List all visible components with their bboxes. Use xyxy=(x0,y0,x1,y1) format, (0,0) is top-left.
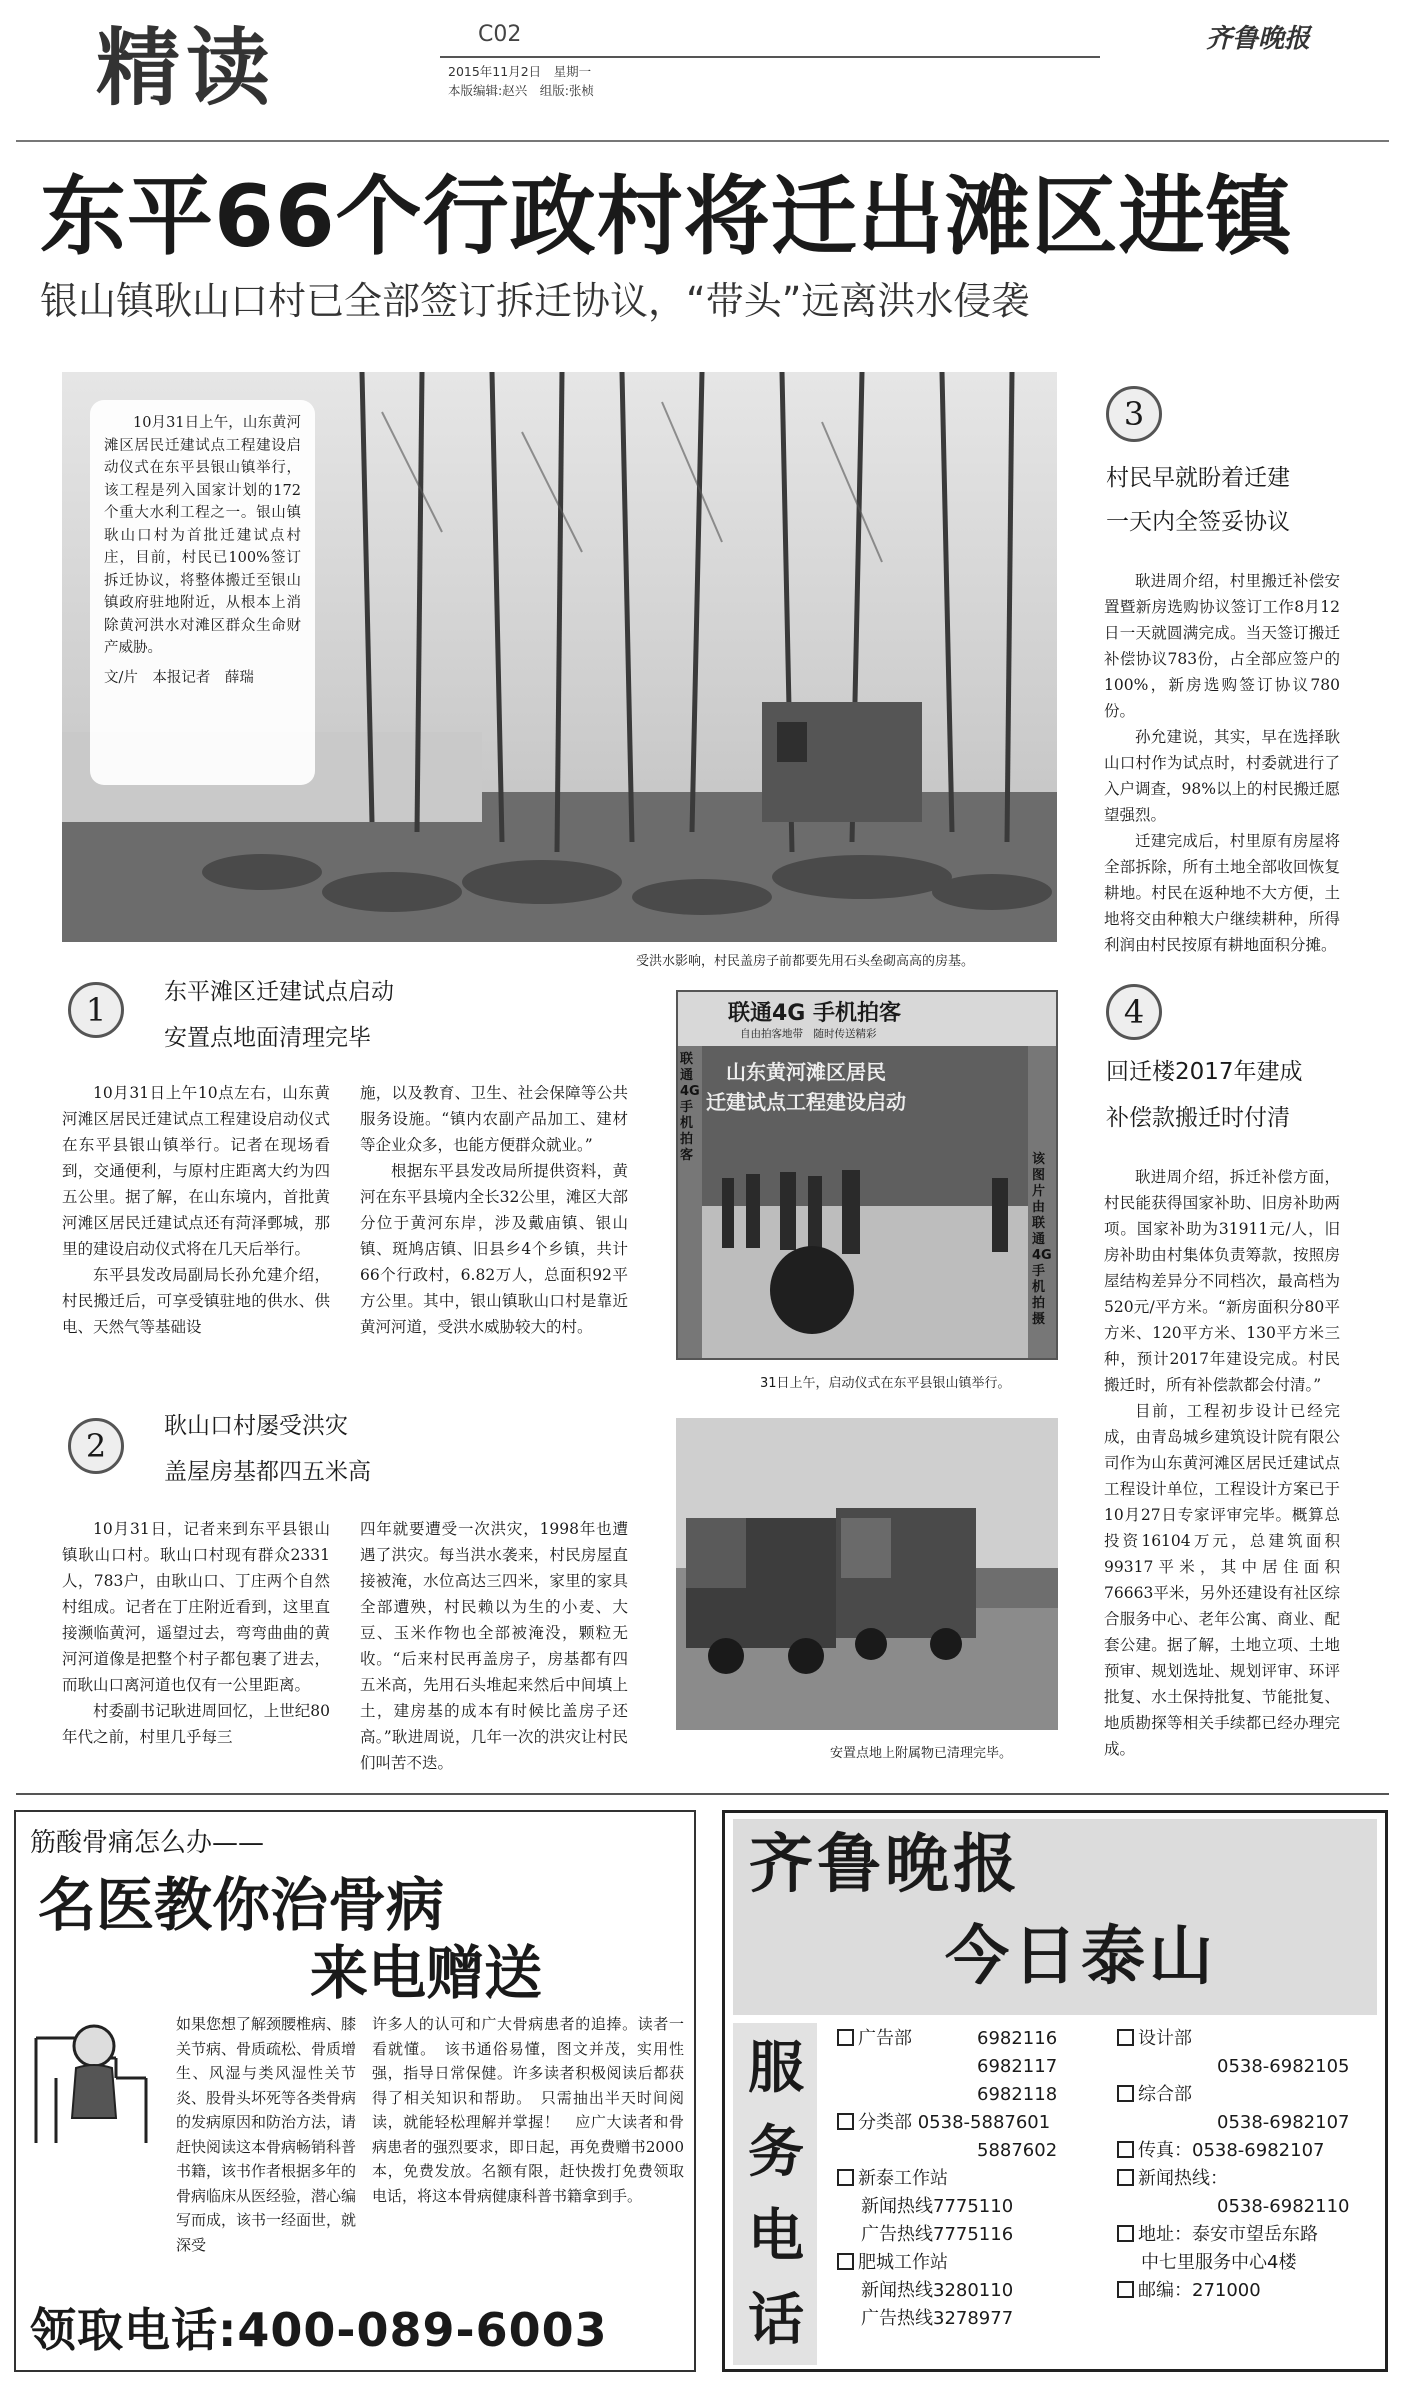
lead-byline: 文/片 本报记者 薛瑞 xyxy=(104,669,254,686)
svc-class-label: 分类部 xyxy=(858,2112,912,2133)
svc-feicheng xyxy=(837,2249,1097,2277)
section-4-number: 4 xyxy=(1106,984,1162,1040)
section-4-title-2: 补偿款搬迁时付清 xyxy=(1106,1105,1290,1131)
svc-feicheng-v2: 广告热线3278977 xyxy=(861,2308,1014,2329)
ceremony-image-area xyxy=(702,1046,1028,1358)
checkbox-icon xyxy=(1117,2169,1134,2186)
checkbox-icon xyxy=(1117,2225,1134,2242)
checkbox-icon xyxy=(1117,2029,1134,2046)
section-1-col1-p1: 10月31日上午10点左右，山东黄河滩区居民迁建试点工程建设启动仪式在东平县银山镇举行。记者在现场看到，交通便利，与原村庄距离大约为四五公里。据了解，在山东境内，首批黄河滩区居民迁建试点还有菏泽鄄城，那里的建设启动仪式将在几天后举行。 xyxy=(62,1084,330,1258)
section-4-title-1: 回迁楼2017年建成 xyxy=(1106,1059,1303,1085)
ceremony-banner xyxy=(678,992,1056,1046)
checkbox-icon xyxy=(1117,2141,1134,2158)
svc-ad-dept-v2: 6982117 xyxy=(977,2056,1058,2077)
ceremony-banner-sub: 自由拍客地带 随时传送精彩 xyxy=(740,1028,877,1040)
checkbox-icon xyxy=(837,2113,854,2130)
svc-news-v1: 0538-6982110 xyxy=(1217,2196,1350,2217)
svc-ad-dept-v3: 6982118 xyxy=(977,2084,1058,2105)
section-2-col2-p1: 四年就要遭受一次洪灾，1998年也遭遇了洪灾。每当洪水袭来，村民房屋直接被淹，水位高达三四米，家里的家具全部遭殃，村民赖以为生的小麦、大豆、玉米作物也全部被淹没，颗粒无收。“后来村民再盖房子，房基都有四五米高，先用石头堆起来然后中间填上土，建房基的成本有时候比盖房子还高。”耿进周说，几年一次的洪灾让村民们叫苦不迭。 xyxy=(360,1520,628,1772)
checkbox-icon xyxy=(837,2169,854,2186)
section-2-col1-p2: 村委副书记耿进周回忆，上世纪80年代之前，村里几乎每三 xyxy=(62,1702,330,1746)
svc-general xyxy=(1117,2081,1379,2109)
lead-box xyxy=(90,400,315,785)
ceremony-sign-2: 迁建试点工程建设启动 xyxy=(706,1090,906,1114)
editors: 本版编辑:赵兴 组版:张桢 xyxy=(448,83,594,98)
bone-ad-title-1: 名医教你治骨病 xyxy=(38,1871,445,1939)
service-list-right xyxy=(1117,2025,1379,2305)
svc-news-label: 新闻热线： xyxy=(1138,2168,1228,2189)
section-1-col2-p2: 根据东平县发改局所提供资料，黄河在东平县境内全长32公里，滩区大部分位于黄河东岸，涉及戴庙镇、银山镇、斑鸠店镇、旧县乡4个乡镇，共计66个行政村，6.82万人，总面积92平方公里。其中，银山镇耿山口村是靠近黄河河道，受洪水威胁较大的村。 xyxy=(360,1162,628,1336)
section-3-title-2: 一天内全签妥协议 xyxy=(1106,509,1290,535)
svc-class-v2: 5887602 xyxy=(977,2140,1058,2161)
issue-date: 2015年11月2日 星期一 xyxy=(448,64,592,79)
svc-address-v1: 中七里服务中心4楼 xyxy=(1141,2252,1297,2273)
trucks-photo xyxy=(676,1418,1058,1730)
section-1-title-1: 东平滩区迁建试点启动 xyxy=(164,979,394,1005)
svc-ad-dept-v1: 6982116 xyxy=(977,2028,1058,2049)
ceremony-banner-title: 联通4G 手机拍客 xyxy=(728,1001,902,1026)
header-rule xyxy=(16,140,1389,142)
section-3-body xyxy=(1104,568,1340,958)
service-ad-title-1: 齐鲁晚报 xyxy=(749,1828,1021,1902)
svc-design-v1: 0538-6982105 xyxy=(1217,2056,1350,2077)
main-photo-caption: 受洪水影响，村民盖房子前都要先用石头垒砌高高的房基。 xyxy=(636,954,975,969)
ceremony-sign-1: 山东黄河滩区居民 xyxy=(726,1060,886,1084)
service-ad xyxy=(722,1810,1388,2372)
svc-feicheng-v1: 新闻热线3280110 xyxy=(861,2280,1014,2301)
checkbox-icon xyxy=(1117,2281,1134,2298)
svc-class-dept xyxy=(837,2109,1097,2137)
section-3-number: 3 xyxy=(1106,386,1162,442)
bone-ad xyxy=(14,1810,696,2372)
section-1-number: 1 xyxy=(68,982,124,1038)
svc-postcode-label: 邮编：271000 xyxy=(1138,2280,1261,2301)
svc-general-v1: 0538-6982107 xyxy=(1217,2112,1350,2133)
svc-address-label: 地址：泰安市望岳东路 xyxy=(1138,2224,1318,2245)
bone-ad-phone[interactable]: 领取电话:400-089-6003 xyxy=(30,2303,608,2357)
svc-design-label: 设计部 xyxy=(1138,2028,1192,2049)
section-2-col1-p1: 10月31日，记者来到东平县银山镇耿山口村。耿山口村现有群众2331人，783户，由耿山口、丁庄两个自然村组成。记者在丁庄附近看到，这里直接濒临黄河，遥望过去，弯弯曲曲的黄河河道像是把整个村子都包裹了进去，而耿山口离河道也仅有一公里距离。 xyxy=(62,1520,330,1694)
svc-design xyxy=(1117,2025,1379,2053)
svc-xintai-v2: 广告热线7775116 xyxy=(861,2224,1014,2245)
svc-xintai xyxy=(837,2165,1097,2193)
section-1-col2-p1: 施，以及教育、卫生、社会保障等公共服务设施。“镇内农副产品加工、建材等企业众多，也能方便群众就业。” xyxy=(360,1084,628,1154)
section-4-p2: 目前，工程初步设计已经完成，由青岛城乡建筑设计院有限公司作为山东黄河滩区居民迁建试点工程设计单位，工程设计方案已于10月27日专家评审完毕。概算总投资16104万元，总建筑面积99317平米，其中居住面积76663平米，另外还建设有社区综合服务中心、老年公寓、商业、配套公建。据了解，土地立项、土地预审、规划选址、规划评审、环评批复、水土保持批复、节能批复、地质勘探等相关手续都已经办理完成。 xyxy=(1104,1402,1340,1758)
section-3-p3: 迁建完成后，村里原有房屋将全部拆除，所有土地全部收回恢复耕地。村民在返种地不大方便，土地将交由种粮大户继续耕种，所得利润由村民按原有耕地面积分摊。 xyxy=(1104,832,1340,954)
svc-xintai-v1: 新闻热线7775110 xyxy=(861,2196,1014,2217)
ads-rule xyxy=(16,1793,1389,1795)
section-1-title-2: 安置点地面清理完毕 xyxy=(164,1025,371,1051)
checkbox-icon xyxy=(837,2253,854,2270)
main-photo xyxy=(62,372,1057,942)
section-label: 精读 xyxy=(96,19,277,117)
bone-ad-col2: 许多人的认可和广大骨病患者的追捧。读者一看就懂。 该书通俗易懂，图文并茂，实用性强，指导日常保健。许多读者积极阅读后都获得了相关知识和帮助。 只需抽出半天时间阅读，就能轻松理解并掌握！ 应广大读者和骨病患者的强烈要求，即日起，再免费赠书2000本，免费发放。名额有限，赶快拨打免费领取电话，将这本骨病健康科普书籍拿到手。 xyxy=(372,2015,684,2205)
svc-class-v1: 0538-5887601 xyxy=(917,2112,1051,2133)
svc-xintai-label: 新泰工作站 xyxy=(858,2168,948,2189)
svc-feicheng-label: 肥城工作站 xyxy=(858,2252,948,2273)
trucks-caption: 安置点地上附属物已清理完毕。 xyxy=(830,1746,1013,1761)
bone-ad-kicker: 筋酸骨痛怎么办—— xyxy=(30,1828,265,1858)
svc-fax-label: 传真：0538-6982107 xyxy=(1138,2140,1325,2161)
section-3-title-1: 村民早就盼着迁建 xyxy=(1106,465,1290,491)
ceremony-side-right: 该图片由联通4G手机拍摄 xyxy=(1032,1152,1052,1327)
section-2-title-2: 盖屋房基都四五米高 xyxy=(164,1459,371,1485)
ceremony-photo xyxy=(676,990,1058,1360)
svc-news xyxy=(1117,2165,1379,2193)
masthead-logo: 齐鲁晚报 xyxy=(1206,24,1311,54)
ceremony-side-left: 联通4G手机拍客 xyxy=(680,1052,700,1163)
section-2-number: 2 xyxy=(68,1418,124,1474)
section-2-col1 xyxy=(62,1516,330,1750)
svc-general-label: 综合部 xyxy=(1138,2084,1192,2105)
bone-ad-col1: 如果您想了解颈腰椎病、膝关节病、骨质疏松、骨质增生、风湿与类风湿性关节炎、股骨头坏死等各类骨病的发病原因和防治方法，请赶快阅读这本骨病畅销科普书籍，该书作者根据多年的骨病临床从医经验，潜心编写而成，该书一经面世，就深受 xyxy=(176,2015,357,2254)
trucks-image xyxy=(676,1418,1058,1730)
service-list-left xyxy=(837,2025,1097,2333)
section-1-col1 xyxy=(62,1080,330,1340)
service-ad-title-2: 今日泰山 xyxy=(945,1920,1217,1994)
bone-ad-title-2: 来电赠送 xyxy=(310,1939,543,2007)
section-1-col2 xyxy=(360,1080,628,1340)
svc-postcode xyxy=(1117,2277,1379,2305)
ceremony-caption: 31日上午，启动仪式在东平县银山镇举行。 xyxy=(760,1376,1011,1391)
checkbox-icon xyxy=(1117,2085,1134,2102)
svc-fax xyxy=(1117,2137,1379,2165)
page-number: C02 xyxy=(478,22,522,47)
headline: 东平66个行政村将迁出滩区进镇 xyxy=(40,167,1293,267)
lead-text: 10月31日上午，山东黄河滩区居民迁建试点工程建设启动仪式在东平县银山镇举行，该工程是列入国家计划的172个重大水利工程之一。银山镇耿山口村为首批迁建试点村庄，目前，村民已100%签订拆迁协议，将整体搬迁至银山镇政府驻地附近，从根本上消除黄河洪水对滩区群众生命财产威胁。 xyxy=(104,415,301,656)
section-3-p1: 耿进周介绍，村里搬迁补偿安置暨新房选购协议签订工作8月12日一天就圆满完成。当天签订搬迁补偿协议783份，占全部应签户的100%，新房选购签订协议780份。 xyxy=(1104,572,1340,720)
svc-address xyxy=(1117,2221,1379,2249)
checkbox-icon xyxy=(837,2029,854,2046)
subheadline: 银山镇耿山口村已全部签订拆迁协议，“带头”远离洪水侵袭 xyxy=(40,279,1030,323)
section-2-title-1: 耿山口村屡受洪灾 xyxy=(164,1413,348,1439)
section-1-col1-p2: 东平县发改局副局长孙允建介绍，村民搬迁后，可享受镇驻地的供水、供电、天然气等基础设 xyxy=(62,1266,330,1336)
service-label: 服务电话 xyxy=(748,2036,804,2353)
header-rule-short xyxy=(440,56,1100,58)
section-4-body xyxy=(1104,1164,1340,1762)
section-4-p1: 耿进周介绍，拆迁补偿方面，村民能获得国家补助、旧房补助两项。国家补助为31911元/人，旧房补助由村集体负责筹款，按照房屋结构差异分不同档次，最高档为520元/平方米。“新房面积分80平方米、120平方米、130平方米三种，预计2017年建设完成。村民搬迁时，所有补偿款都会付清。” xyxy=(1104,1168,1340,1394)
svc-ad-dept-label: 广告部 xyxy=(858,2028,912,2049)
section-2-col2 xyxy=(360,1516,628,1776)
section-3-p2: 孙允建说，其实，早在选择耿山口村作为试点时，村委就进行了入户调查，98%以上的村民搬迁愿望强烈。 xyxy=(1104,728,1340,824)
